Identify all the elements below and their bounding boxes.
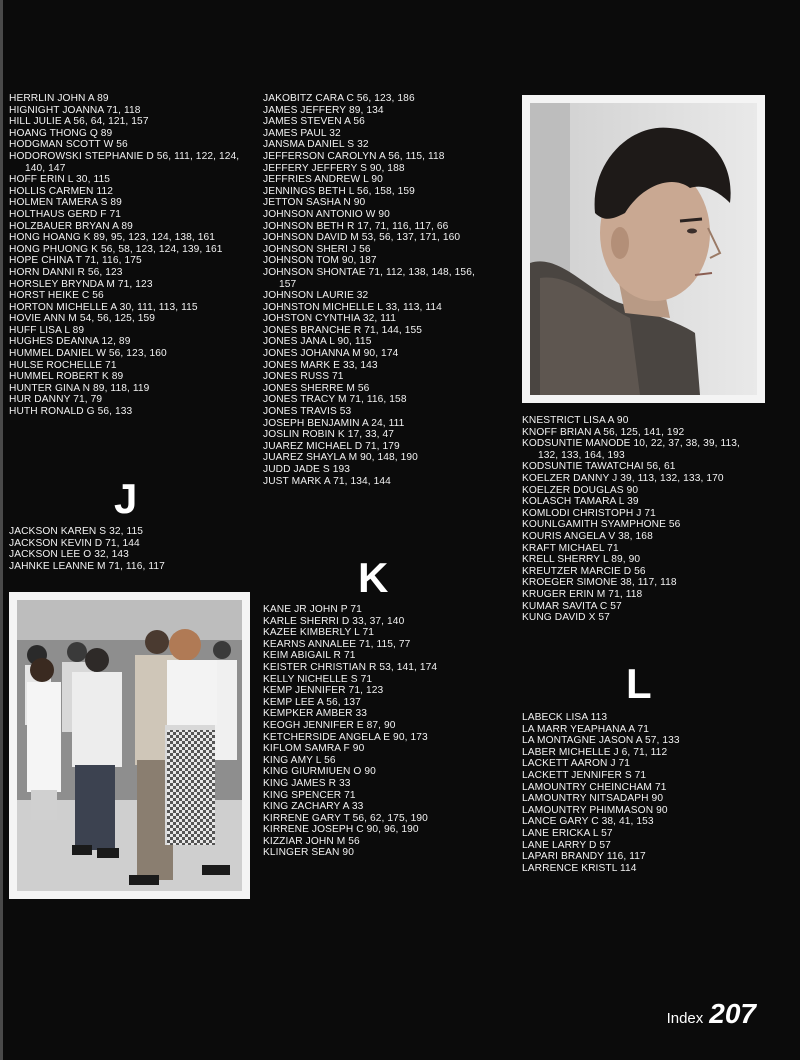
index-entry: JAKOBITZ CARA C 56, 123, 186 xyxy=(263,93,415,104)
index-entry: LAMOUNTRY NITSADAPH 90 xyxy=(522,793,664,805)
index-entry: KING AMY L 56 xyxy=(263,754,336,766)
index-entry: JONES TRACY M 71, 116, 158 xyxy=(263,394,407,406)
index-entry: LA MARR YEAPHANA A 71 xyxy=(522,723,650,735)
index-entry: HUTH RONALD G 56, 133 xyxy=(9,406,133,418)
index-entry: JONES RUSS 71 xyxy=(263,371,344,383)
index-entry: HUGHES DEANNA 12, 89 xyxy=(9,336,131,348)
index-entry: JONES JOHANNA M 90, 174 xyxy=(263,348,399,360)
index-entry: KEMP LEE A 56, 137 xyxy=(263,696,361,708)
page-footer xyxy=(667,998,756,1030)
index-entry: KUMAR SAVITA C 57 xyxy=(522,600,622,612)
index-entry: LANE LARRY D 57 xyxy=(522,839,611,851)
index-entry: KIRRENE JOSEPH C 90, 96, 190 xyxy=(263,824,419,836)
index-entry: JETTON SASHA N 90 xyxy=(263,197,366,209)
index-entry: JENNINGS BETH L 56, 158, 159 xyxy=(263,185,415,197)
index-entry: JUAREZ MICHAEL D 71, 179 xyxy=(263,440,400,452)
index-entry: KOURIS ANGELA V 38, 168 xyxy=(522,530,653,542)
index-entry: KING ZACHARY A 33 xyxy=(263,801,364,813)
portrait-image xyxy=(530,103,757,395)
index-entry: JACKSON KEVIN D 71, 144 xyxy=(9,537,140,549)
index-entry: HIGNIGHT JOANNA 71, 118 xyxy=(9,104,141,116)
index-entry: KEISTER CHRISTIAN R 53, 141, 174 xyxy=(263,661,438,673)
section-letter-l: L xyxy=(626,660,652,707)
index-entry: JUAREZ SHAYLA M 90, 148, 190 xyxy=(263,452,418,464)
index-entry: KEOGH JENNIFER E 87, 90 xyxy=(263,719,396,731)
portrait-photo xyxy=(522,95,765,403)
index-entry: KOLASCH TAMARA L 39 xyxy=(522,496,639,508)
index-entry: KANE JR JOHN P 71 xyxy=(263,604,362,615)
index-entry: HODGMAN SCOTT W 56 xyxy=(9,139,128,151)
index-entry: HORSLEY BRYNDA M 71, 123 xyxy=(9,278,153,290)
index-entry: KIRRENE GARY T 56, 62, 175, 190 xyxy=(263,812,428,824)
index-entry: HUFF LISA L 89 xyxy=(9,324,85,336)
index-entry: KOELZER DANNY J 39, 113, 132, 133, 170 xyxy=(522,472,724,484)
index-entry: JOSLIN ROBIN K 17, 33, 47 xyxy=(263,429,395,441)
index-entry: HORN DANNI R 56, 123 xyxy=(9,266,123,278)
dance-image xyxy=(17,600,242,891)
index-entry: JANSMA DANIEL S 32 xyxy=(263,139,369,151)
index-entry: KROEGER SIMONE 38, 117, 118 xyxy=(522,577,677,589)
index-entry: JAMES PAUL 32 xyxy=(263,127,341,139)
index-entry: LACKETT AARON J 71 xyxy=(522,758,631,770)
index-entry: HOPE CHINA T 71, 116, 175 xyxy=(9,255,142,267)
index-entry: KLINGER SEAN 90 xyxy=(263,847,354,859)
index-entry: KOMLODI CHRISTOPH J 71 xyxy=(522,507,656,519)
index-entry: KODSUNTIE MANODE 10, 22, 37, 38, 39, 113, 132, 133, 164, 193 xyxy=(522,438,740,461)
index-entry: KELLY NICHELLE S 71 xyxy=(263,673,373,685)
index-entry: LACKETT JENNIFER S 71 xyxy=(522,769,647,781)
index-entry: JOHNSTON MICHELLE L 33, 113, 114 xyxy=(263,301,442,313)
page-edge xyxy=(0,0,3,1060)
section-letter-j: J xyxy=(114,475,138,522)
index-entry: HOLMEN TAMERA S 89 xyxy=(9,197,122,209)
index-entry: HUMMEL DANIEL W 56, 123, 160 xyxy=(9,348,167,360)
index-entry: JUST MARK A 71, 134, 144 xyxy=(263,475,391,487)
index-entry: HILL JULIE A 56, 64, 121, 157 xyxy=(9,116,149,128)
index-entry: JAMES JEFFERY 89, 134 xyxy=(263,104,384,116)
index-entry: HOFF ERIN L 30, 115 xyxy=(9,174,110,186)
index-entry: JOSEPH BENJAMIN A 24, 111 xyxy=(263,417,405,429)
index-entry: KNESTRICT LISA A 90 xyxy=(522,415,629,426)
index-entry: KREUTZER MARCIE D 56 xyxy=(522,565,646,577)
index-column-3 xyxy=(522,415,792,624)
index-entry: LARRENCE KRISTL 114 xyxy=(522,862,637,874)
index-entry: HONG PHUONG K 56, 58, 123, 124, 139, 161 xyxy=(9,243,223,255)
index-column-2b xyxy=(263,604,513,859)
index-entry: JOHNSON SHONTAE 71, 112, 138, 148, 156, 157 xyxy=(263,266,475,290)
index-entry: LAPARI BRANDY 116, 117 xyxy=(522,851,646,863)
index-entry: JOHNSON ANTONIO W 90 xyxy=(263,208,390,220)
index-entry: JONES TRAVIS 53 xyxy=(263,406,352,418)
index-entry: LABECK LISA 113 xyxy=(522,712,608,723)
index-entry: HOLLIS CARMEN 112 xyxy=(9,185,113,197)
index-entry: KEMP JENNIFER 71, 123 xyxy=(263,685,384,697)
index-column-3b xyxy=(522,712,792,874)
index-entry: JOHSTON CYNTHIA 32, 111 xyxy=(263,313,397,325)
index-entry: JONES SHERRE M 56 xyxy=(263,382,370,394)
index-entry: KEARNS ANNALEE 71, 115, 77 xyxy=(263,638,411,650)
index-entry: KEIM ABIGAIL R 71 xyxy=(263,650,356,662)
index-entry: HUMMEL ROBERT K 89 xyxy=(9,371,124,383)
index-entry: HULSE ROCHELLE 71 xyxy=(9,359,117,371)
index-entry: KAZEE KIMBERLY L 71 xyxy=(263,627,374,639)
dance-photo xyxy=(9,592,250,899)
index-entry: JONES JANA L 90, 115 xyxy=(263,336,372,348)
index-column-1b xyxy=(9,526,254,572)
index-entry: HODOROWSKI STEPHANIE D 56, 111, 122, 124, 140, 147 xyxy=(9,150,240,174)
index-column-1 xyxy=(9,93,254,418)
footer-label: Index xyxy=(666,1010,704,1027)
index-entry: JAMES STEVEN A 56 xyxy=(263,116,365,128)
index-entry: KUNG DAVID X 57 xyxy=(522,612,610,624)
section-letter-k: K xyxy=(358,554,389,601)
index-entry: HOVIE ANN M 54, 56, 125, 159 xyxy=(9,313,156,325)
index-entry: KRAFT MICHAEL 71 xyxy=(522,542,619,554)
index-entry: LAMOUNTRY CHEINCHAM 71 xyxy=(522,781,667,793)
index-entry: LAMOUNTRY PHIMMASON 90 xyxy=(522,804,668,816)
index-entry: KARLE SHERRI D 33, 37, 140 xyxy=(263,615,405,627)
index-entry: HONG HOANG K 89, 95, 123, 124, 138, 161 xyxy=(9,232,216,244)
index-entry: LANCE GARY C 38, 41, 153 xyxy=(522,816,654,828)
index-entry: KRUGER ERIN M 71, 118 xyxy=(522,588,643,600)
index-entry: HERRLIN JOHN A 89 xyxy=(9,93,109,104)
index-entry: JOHNSON TOM 90, 187 xyxy=(263,255,377,267)
index-entry: KOUNLGAMITH SYAMPHONE 56 xyxy=(522,519,681,531)
index-entry: KING GIURMIUEN O 90 xyxy=(263,766,376,778)
index-entry: KEMPKER AMBER 33 xyxy=(263,708,368,720)
index-entry: HUR DANNY 71, 79 xyxy=(9,394,103,406)
index-entry: KRELL SHERRY L 89, 90 xyxy=(522,554,641,566)
index-entry: KETCHERSIDE ANGELA E 90, 173 xyxy=(263,731,428,743)
index-entry: HOLTHAUS GERD F 71 xyxy=(9,208,121,220)
index-entry: KING SPENCER 71 xyxy=(263,789,356,801)
index-entry: JONES BRANCHE R 71, 144, 155 xyxy=(263,324,423,336)
index-entry: JEFFERSON CAROLYN A 56, 115, 118 xyxy=(263,150,445,162)
index-entry: LANE ERICKA L 57 xyxy=(522,827,613,839)
index-entry: JOHNSON DAVID M 53, 56, 137, 171, 160 xyxy=(263,232,461,244)
index-entry: HOLZBAUER BRYAN A 89 xyxy=(9,220,133,232)
index-entry: KNOFF BRIAN A 56, 125, 141, 192 xyxy=(522,426,685,438)
index-entry: JACKSON LEE O 32, 143 xyxy=(9,549,129,561)
index-entry: JACKSON KAREN S 32, 115 xyxy=(9,526,144,537)
index-entry: JOHNSON SHERI J 56 xyxy=(263,243,371,255)
index-entry: JUDD JADE S 193 xyxy=(263,464,350,475)
index-entry: JOHNSON LAURIE 32 xyxy=(263,290,369,302)
index-entry: JONES MARK E 33, 143 xyxy=(263,359,378,371)
index-entry: KODSUNTIE TAWATCHAI 56, 61 xyxy=(522,461,676,473)
page-number: 207 xyxy=(709,998,756,1029)
index-entry: HORST HEIKE C 56 xyxy=(9,290,104,302)
index-entry: LABER MICHELLE J 6, 71, 112 xyxy=(522,746,668,758)
index-entry: JEFFRIES ANDREW L 90 xyxy=(263,174,383,186)
index-entry: JAHNKE LEANNE M 71, 116, 117 xyxy=(9,560,165,572)
index-entry: KIFLOM SAMRA F 90 xyxy=(263,743,365,755)
index-entry: KING JAMES R 33 xyxy=(263,777,351,789)
index-entry: HOANG THONG Q 89 xyxy=(9,127,113,139)
index-entry: HORTON MICHELLE A 30, 111, 113, 115 xyxy=(9,301,198,313)
index-entry: KOELZER DOUGLAS 90 xyxy=(522,484,639,496)
index-entry: HUNTER GINA N 89, 118, 119 xyxy=(9,382,150,394)
index-entry: LA MONTAGNE JASON A 57, 133 xyxy=(522,735,680,747)
index-entry: KIZZIAR JOHN M 56 xyxy=(263,835,360,847)
index-column-2 xyxy=(263,93,513,487)
index-entry: JOHNSON BETH R 17, 71, 116, 117, 66 xyxy=(263,220,449,232)
index-entry: JEFFERY JEFFERY S 90, 188 xyxy=(263,162,405,174)
